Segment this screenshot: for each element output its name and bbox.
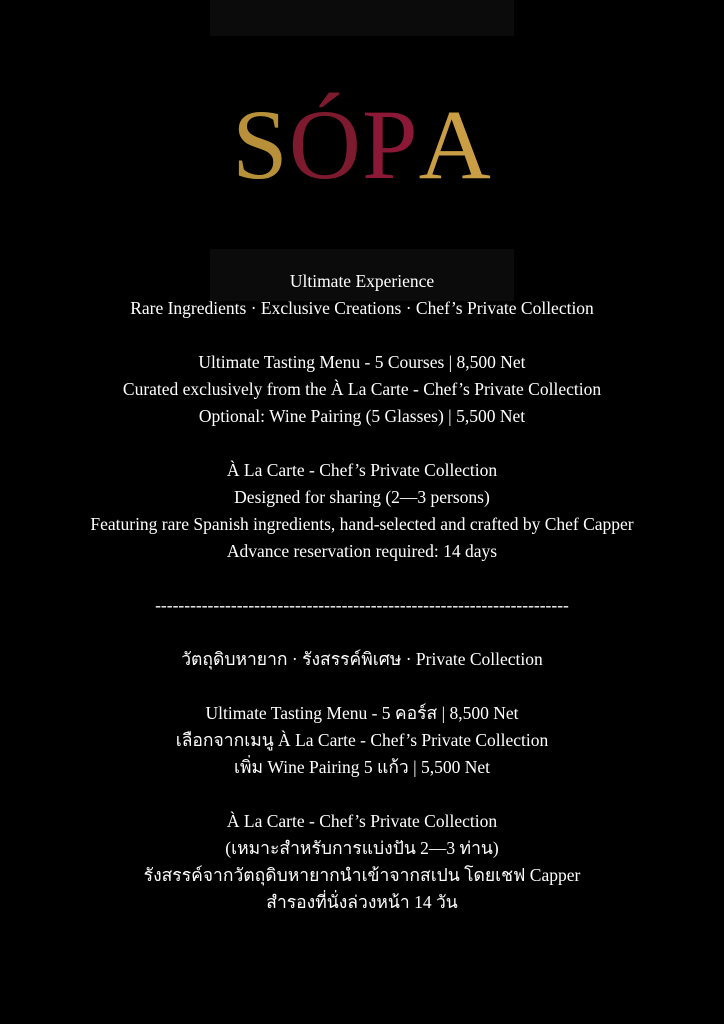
tagline: Rare Ingredients · Exclusive Creations · Chef’s Private Collection: [130, 298, 594, 318]
menu-content: [0, 268, 724, 916]
reservation-note: Advance reservation required: 14 days: [226, 541, 498, 561]
logo-letter-o: Ó: [288, 89, 362, 200]
headline: Ultimate Experience: [289, 271, 435, 291]
alacarte-title: À La Carte - Chef’s Private Collection: [226, 460, 498, 480]
thai-tasting-menu-curated: เลือกจากเมนู À La Carte - Chef’s Private Collection: [175, 730, 549, 750]
alacarte-sharing: Designed for sharing (2—3 persons): [234, 487, 490, 507]
sopa-logo: [0, 89, 724, 200]
english-section: [0, 268, 724, 565]
alacarte-featuring: Featuring rare Spanish ingredients, hand-selected and crafted by Chef Capper: [90, 514, 634, 534]
wine-pairing: Optional: Wine Pairing (5 Glasses) | 5,500 Net: [198, 406, 526, 426]
logo-letter-a: A: [418, 89, 492, 200]
thai-section: [0, 646, 724, 916]
logo-letter-p: P: [362, 89, 419, 200]
thai-alacarte-title: À La Carte - Chef’s Private Collection: [226, 811, 498, 831]
section-divider: -----------------------------------------------------------------------: [155, 595, 569, 615]
thai-reservation-note: สำรองที่นั่งล่วงหน้า 14 วัน: [266, 892, 458, 912]
thai-tasting-menu-title: Ultimate Tasting Menu - 5 คอร์ส | 8,500 Net: [205, 703, 519, 723]
tasting-menu-curated: Curated exclusively from the À La Carte - Chef’s Private Collection: [122, 379, 602, 399]
thai-wine-pairing: เพิ่ม Wine Pairing 5 แก้ว | 5,500 Net: [233, 757, 491, 777]
top-shade-block: [210, 0, 514, 36]
logo-letter-s: S: [232, 89, 289, 200]
thai-alacarte-sharing: (เหมาะสำหรับการแบ่งปัน 2—3 ท่าน): [225, 838, 499, 858]
thai-alacarte-featuring: รังสรรค์จากวัตถุดิบหายากนำเข้าจากสเปน โดยเชฟ Capper: [143, 865, 581, 885]
thai-tagline: วัตถุดิบหายาก · รังสรรค์พิเศษ · Private Collection: [181, 649, 543, 669]
tasting-menu-title: Ultimate Tasting Menu - 5 Courses | 8,500 Net: [198, 352, 526, 372]
